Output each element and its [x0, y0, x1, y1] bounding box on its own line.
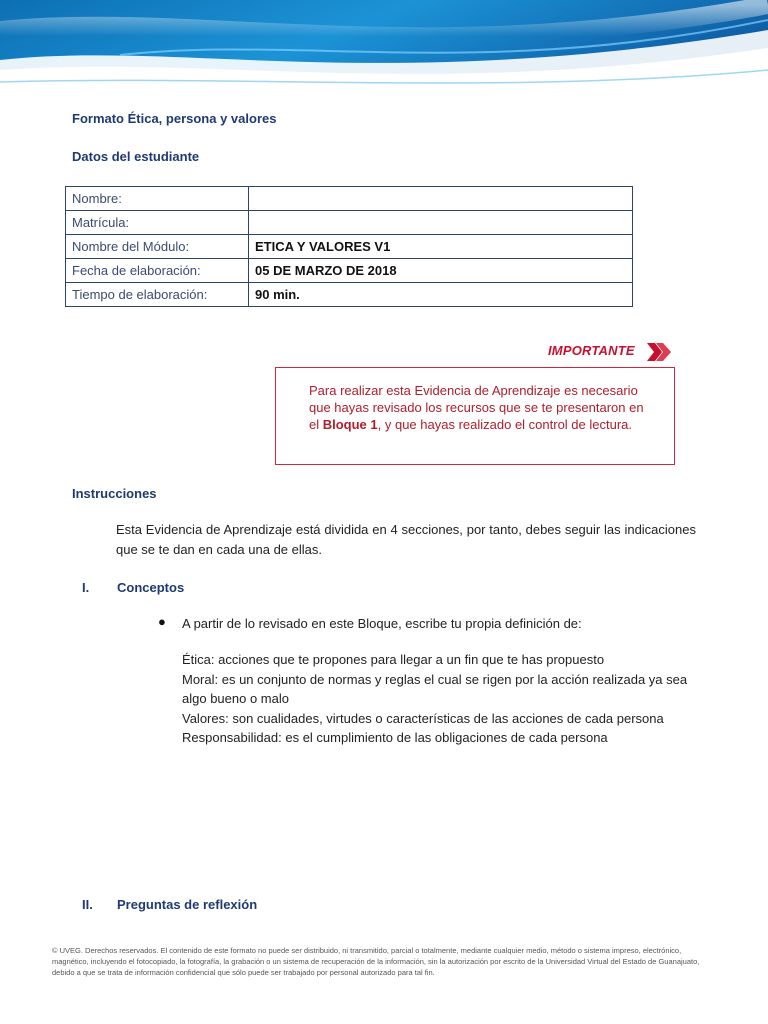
- important-notice-box: [275, 367, 675, 465]
- table-row: [66, 211, 633, 235]
- date-field[interactable]: 05 DE MARZO DE 2018: [249, 259, 633, 283]
- notice-text-end: , y que hayas realizado el control de lectura.: [377, 417, 633, 432]
- matricula-field[interactable]: [249, 211, 633, 235]
- format-title: Formato Ética, persona y valores: [72, 111, 277, 126]
- name-field[interactable]: [249, 187, 633, 211]
- notice-bold: Bloque 1: [322, 417, 378, 432]
- definitions-list: [182, 650, 702, 748]
- section-2-title: Preguntas de reflexión: [117, 897, 258, 912]
- definition-moral: Moral: es un conjunto de normas y reglas el cual se rigen por la acción realizada ya sea algo bueno o malo: [182, 671, 688, 706]
- notice-text-start: Para realizar esta Evidencia de Aprendizaje es necesario que hayas revisado los recursos que se te presentaron en el: [309, 383, 644, 432]
- definition-responsabilidad: Responsabilidad: es el cumplimiento de las obligaciones de cada persona: [182, 730, 608, 745]
- double-chevron-icon: [645, 340, 673, 364]
- header-banner: [0, 0, 768, 92]
- row-label: Fecha de elaboración:: [66, 259, 249, 283]
- table-row: [66, 187, 633, 211]
- bullet-text: A partir de lo revisado en este Bloque, escribe tu propia definición de:: [182, 616, 582, 631]
- table-row: [66, 283, 633, 307]
- table-row: [66, 259, 633, 283]
- bullet-icon: ●: [158, 614, 166, 629]
- student-data-table: [65, 186, 633, 307]
- definition-etica: Ética: acciones que te propones para llegar a un fin que te has propuesto: [182, 652, 605, 667]
- row-label: Nombre:: [66, 187, 249, 211]
- row-label: Nombre del Módulo:: [66, 235, 249, 259]
- copyright-footer: © UVEG. Derechos reservados. El contenido de este formato no puede ser distribuido, ni transmitido, parcial o totalmente, mediante cualquier medio, método o sistema impreso, electrónico, magnético, incluyendo el fotocopiado, la fotografía, la grabación o un sistema de recuperación de la información, sin la autorización por escrito de la Universidad Virtual del Estado de Guanajuato, debido a que se trata de información confidencial que sólo puede ser trabajado por personal autorizado para tal fin.: [52, 946, 700, 977]
- table-row: [66, 235, 633, 259]
- instructions-heading: Instrucciones: [72, 486, 157, 501]
- row-label: Tiempo de elaboración:: [66, 283, 249, 307]
- definition-valores: Valores: son cualidades, virtudes o características de las acciones de cada persona: [182, 710, 664, 726]
- section-2-number: II.: [82, 897, 93, 912]
- instructions-text: Esta Evidencia de Aprendizaje está dividida en 4 secciones, por tanto, debes seguir las indicaciones que se te dan en cada una de ellas.: [116, 522, 696, 557]
- time-field[interactable]: 90 min.: [249, 283, 633, 307]
- student-section-heading: Datos del estudiante: [72, 149, 200, 164]
- module-name-field[interactable]: ETICA Y VALORES V1: [249, 235, 633, 259]
- section-1-number: I.: [82, 580, 90, 595]
- notice-text: [309, 382, 649, 433]
- important-label: IMPORTANTE: [548, 343, 635, 358]
- section-1-title: Conceptos: [117, 580, 185, 595]
- row-label: Matrícula:: [66, 211, 249, 235]
